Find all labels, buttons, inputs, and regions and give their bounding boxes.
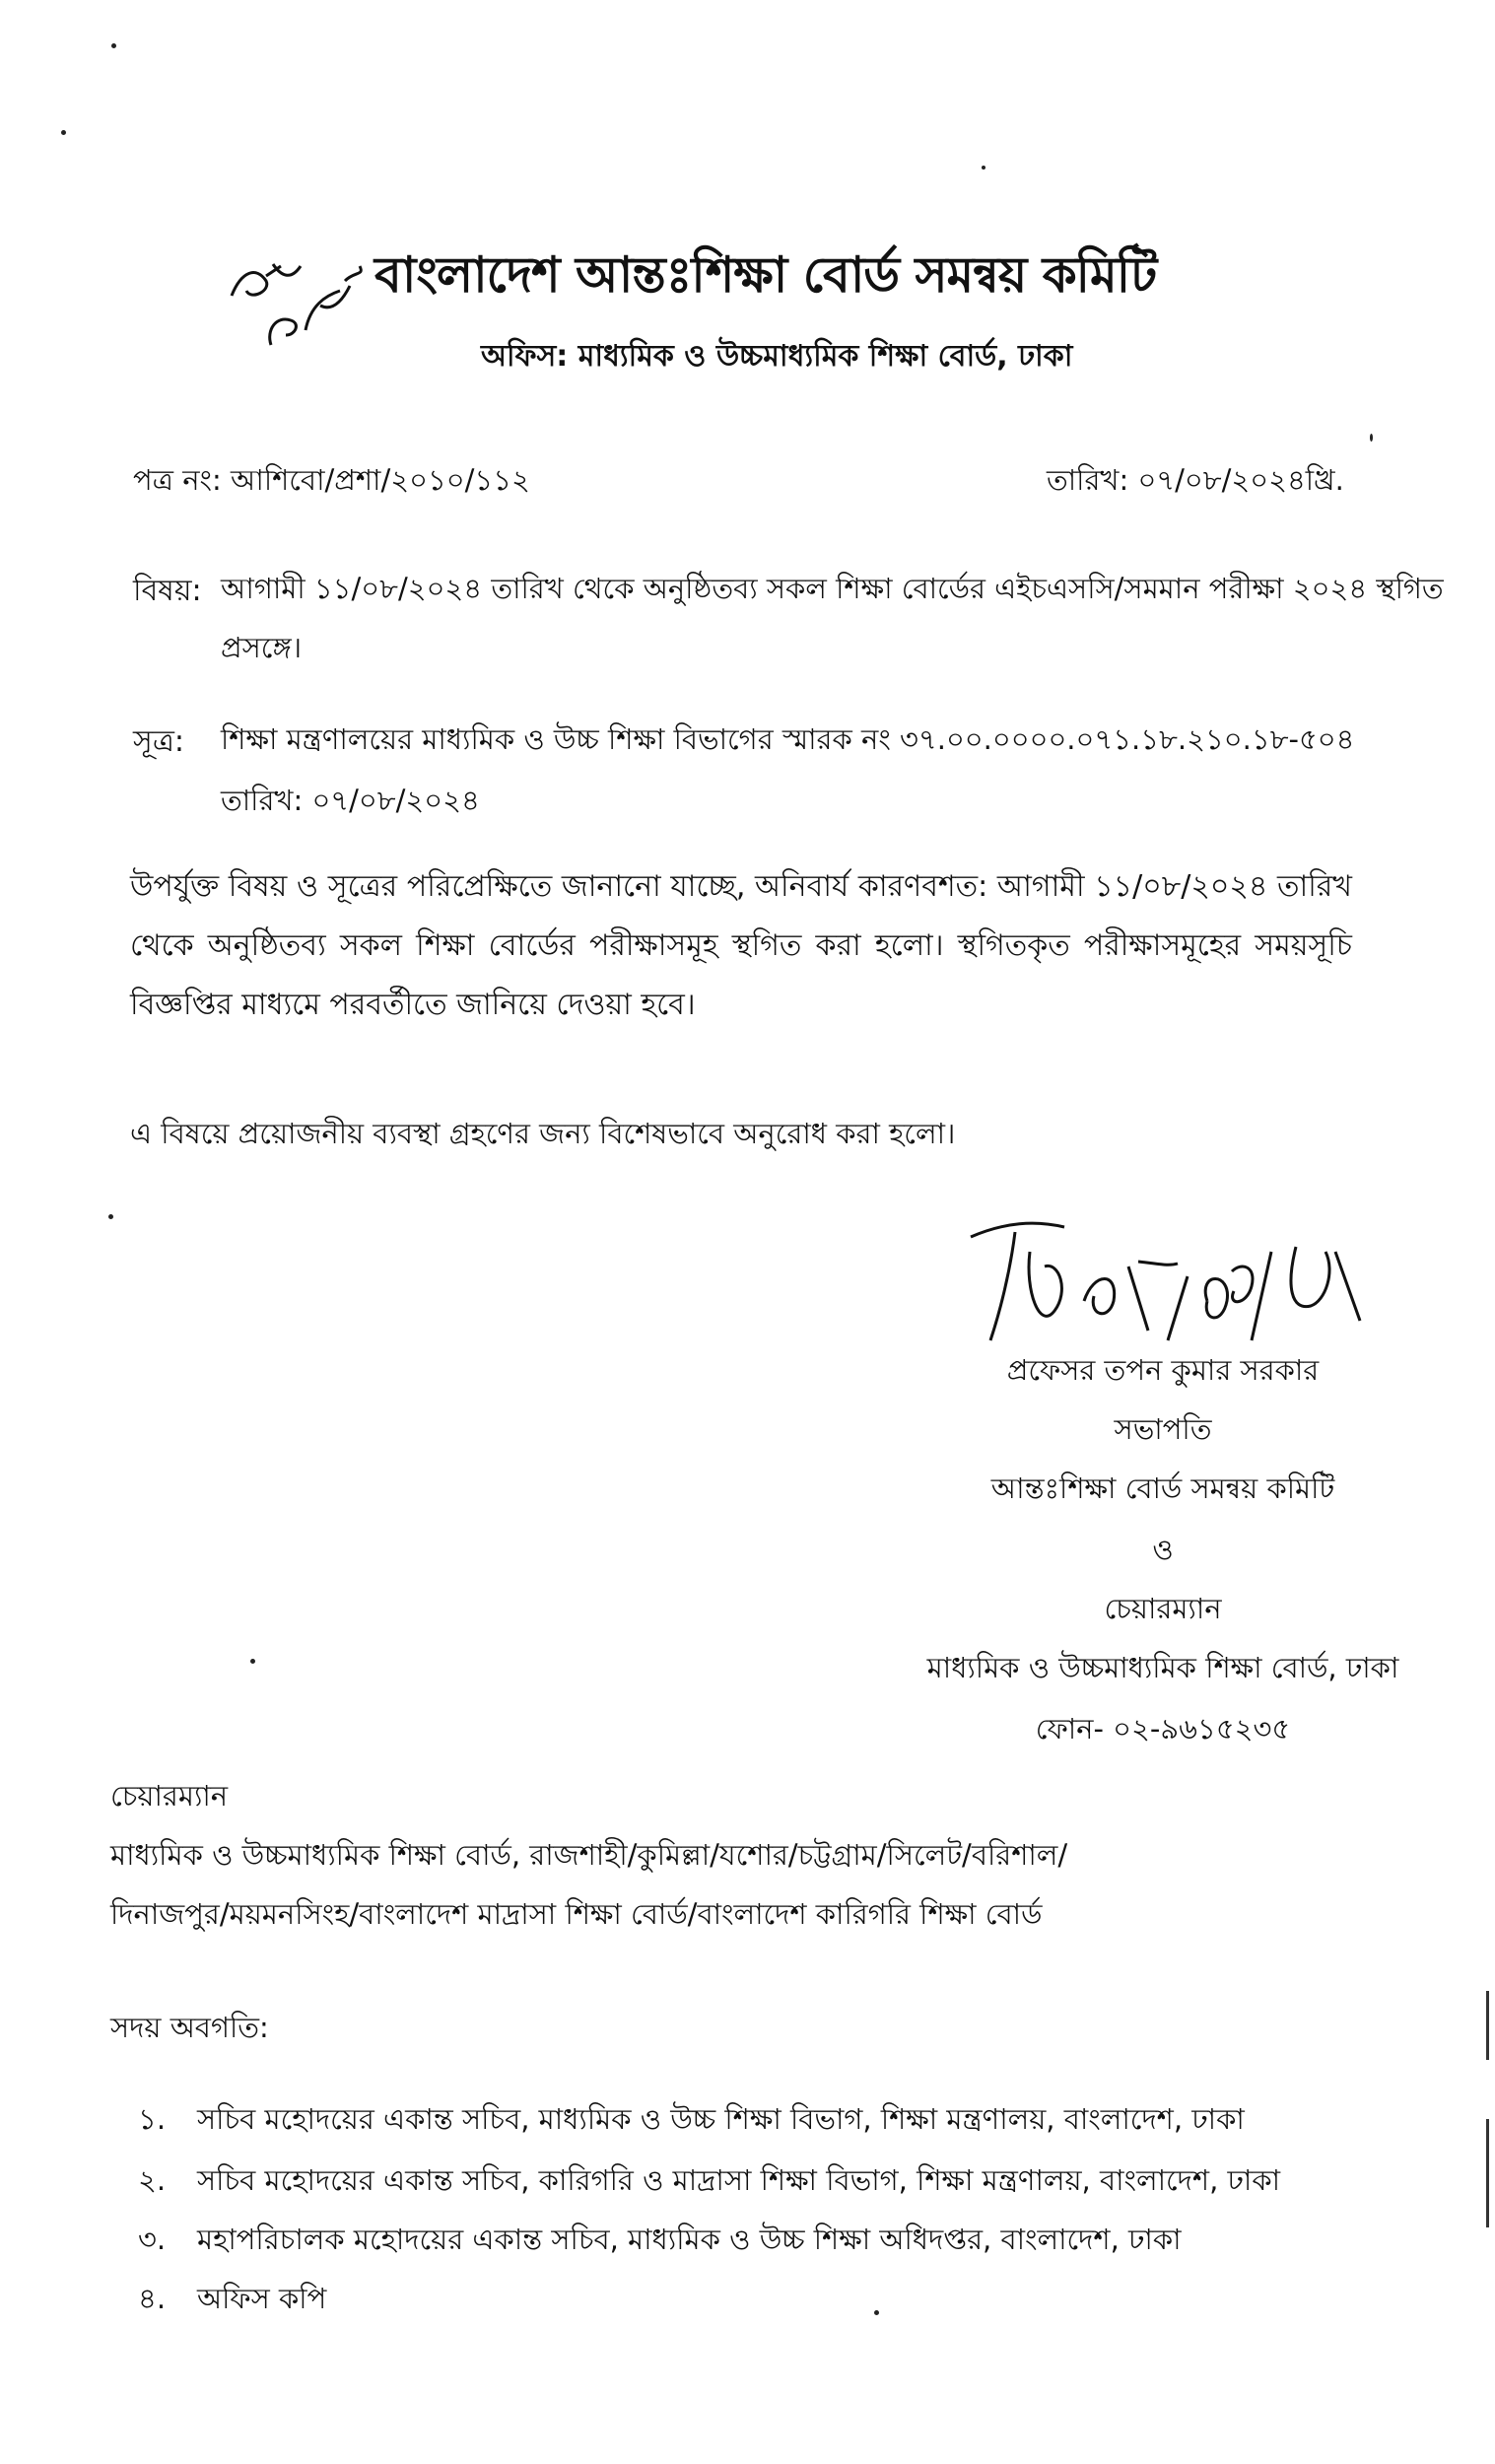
memo-reference: পত্র নং: আশিবো/প্রশা/২০১০/১১২: [133, 463, 530, 497]
signatory-phone: ফোন- ০২-৯৬১৫২৩৫: [1035, 1712, 1291, 1745]
signatory-designation-2: চেয়ারম্যান: [1104, 1592, 1222, 1625]
handwritten-initials-icon: [212, 237, 370, 365]
recipient-line-2: দিনাজপুর/ময়মনসিংহ/বাংলাদেশ মাদ্রাসা শিক্ষা বোর্ড/বাংলাদেশ কারিগরি শিক্ষা বোর্ড: [110, 1897, 1043, 1931]
memo-date: তারিখ: ০৭/০৮/২০২৪খ্রি.: [1047, 463, 1344, 497]
signatory-name: প্রফেসর তপন কুমার সরকার: [1006, 1353, 1320, 1387]
signatory-board: মাধ্যমিক ও উচ্চমাধ্যমিক শিক্ষা বোর্ড, ঢাকা: [926, 1651, 1399, 1684]
handwritten-signature-icon: [946, 1193, 1399, 1370]
list-item: [138, 2277, 326, 2325]
scan-speck: [108, 1214, 113, 1219]
subject-label: বিষয়:: [133, 574, 202, 608]
signatory-designation: সভাপতি: [1114, 1412, 1212, 1446]
cc-heading: সদয় অবগতি:: [110, 2011, 269, 2044]
list-item: [138, 2158, 1280, 2207]
list-item-text: সচিব মহোদয়ের একান্ত সচিব, কারিগরি ও মাদ্রাসা শিক্ষা বিভাগ, শিক্ষা মন্ত্রণালয়, বাংলাদেশ, ঢাকা: [197, 2163, 1281, 2197]
list-item-number: ৩.: [138, 2223, 167, 2256]
list-item-text: অফিস কপি: [197, 2282, 327, 2315]
signatory-committee: আন্তঃশিক্ষা বোর্ড সমন্বয় কমিটি: [990, 1472, 1335, 1505]
scan-speck: [982, 166, 985, 170]
list-item-number: ২.: [138, 2163, 167, 2197]
list-item-text: সচিব মহোদয়ের একান্ত সচিব, মাধ্যমিক ও উচ্চ শিক্ষা বিভাগ, শিক্ষা মন্ত্রণালয়, বাংলাদেশ, ঢাকা: [197, 2102, 1245, 2136]
signatory-conjunction: ও: [1152, 1533, 1174, 1566]
organization-title: বাংলাদেশ আন্তঃশিক্ষা বোর্ড সমন্বয় কমিটি: [374, 246, 1157, 304]
office-line: অফিস: মাধ্যমিক ও উচ্চমাধ্যমিক শিক্ষা বোর্ড, ঢাকা: [481, 339, 1073, 374]
scan-edge-mark: [1486, 2119, 1489, 2227]
list-item-number: ৪.: [138, 2282, 167, 2315]
scan-speck: [111, 43, 116, 48]
source-label: সূত্র:: [133, 724, 184, 759]
recipient-line-1: মাধ্যমিক ও উচ্চমাধ্যমিক শিক্ষা বোর্ড, রাজশাহী/কুমিল্লা/যশোর/চট্টগ্রাম/সিলেট/বরিশাল/: [110, 1838, 1068, 1872]
subject-line-2: প্রসঙ্গে।: [221, 631, 303, 664]
list-item-number: ১.: [138, 2102, 167, 2136]
list-item: [138, 2097, 1245, 2146]
request-line: এ বিষয়ে প্রয়োজনীয় ব্যবস্থা গ্রহণের জন্য বিশেষভাবে অনুরোধ করা হলো।: [130, 1117, 956, 1150]
subject-line-1: আগামী ১১/০৮/২০২৪ তারিখ থেকে অনুষ্ঠিতব্য সকল শিক্ষা বোর্ডের এইচএসসি/সমমান পরীক্ষা ২০২৪ স্থগিত: [221, 572, 1444, 605]
list-item-text: মহাপরিচালক মহোদয়ের একান্ত সচিব, মাধ্যমিক ও উচ্চ শিক্ষা অধিদপ্তর, বাংলাদেশ, ঢাকা: [197, 2223, 1182, 2256]
scan-edge-mark: [1486, 1991, 1489, 2060]
list-item: [138, 2218, 1182, 2266]
scan-speck: [874, 2310, 879, 2315]
scan-speck: [250, 1659, 255, 1664]
scan-speck: [61, 130, 66, 135]
recipient-title: চেয়ারম্যান: [110, 1779, 229, 1813]
scan-speck: [1370, 434, 1373, 442]
source-line-2: তারিখ: ০৭/০৮/২০২৪: [221, 784, 480, 817]
body-paragraph: উপর্যুক্ত বিষয় ও সূত্রের পরিপ্রেক্ষিতে জানানো যাচ্ছে, অনিবার্য কারণবশত: আগামী ১১/০৮/২০২৪ তারিখ থেকে অনুষ্ঠিতব্য সকল শিক্ষা বোর্ডের পরীক্ষাসমূহ স্থগিত করা হলো। স্থগিতকৃত পরীক্ষাসমূহের সময়সূচি বিজ্ঞপ্তির মাধ্যমে পরবর্তীতে জানিয়ে দেওয়া হবে।: [130, 869, 1352, 1022]
source-line-1: শিক্ষা মন্ত্রণালয়ের মাধ্যমিক ও উচ্চ শিক্ষা বিভাগের স্মারক নং ৩৭.০০.০০০০.০৭১.১৮.২১০.১৮-৫০৪: [221, 722, 1355, 756]
